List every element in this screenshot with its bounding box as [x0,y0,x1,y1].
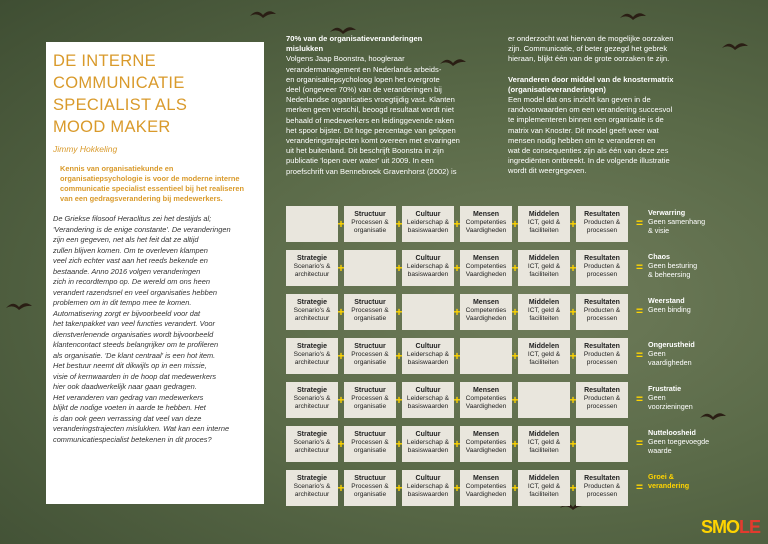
cell-line: Competenties [465,263,507,271]
plus-sign: + [337,481,345,495]
matrix-outcome [648,472,738,490]
plus-sign: + [337,261,345,275]
plus-sign: + [395,437,403,451]
cell-line: Vaardigheden [465,227,507,235]
outcome-line: Geen [648,393,666,402]
matrix-cell-empty [518,382,570,418]
cell-heading: Mensen [472,211,500,218]
cell-heading: Strategie [297,255,327,262]
bird-icon [250,8,276,22]
outcome-line: Geen besturing [648,261,698,270]
col1-line: publicatie 'lopen over water' uit 2009. In een [286,156,434,166]
cell-line: Vaardigheden [465,403,507,411]
col1-line: Nederlandse organisaties vroegtijdig vast. Klanten [286,95,455,105]
cell-heading: Mensen [472,475,500,482]
cell-line: basiswaarden [407,491,449,499]
cell-heading: Structuur [354,343,386,350]
matrix-cell-empty [576,426,628,462]
cell-line: Processen & [351,307,389,315]
outcome-title: Verwarring [648,208,686,217]
cell-line: ICT, geld & [527,263,561,271]
cell-line: Leiderschap & [406,263,450,271]
cell-line: Competenties [465,219,507,227]
plus-sign: + [569,261,577,275]
body-line: bestaande. Anno 2016 volgen veranderingen [53,266,201,276]
col1-line: uit het buitenland. Dit beschrijft Boonstra in zijn [286,146,444,156]
matrix-outcome [648,428,738,455]
cell-heading: Cultuur [415,343,441,350]
body-line: blijkt de nodige voeten in aarde te hebben. Het [53,403,206,412]
matrix-cell [576,206,628,242]
cell-heading: Resultaten [584,299,620,306]
cell-line: Processen & [351,439,389,447]
body-line: het takenpakket van veel functies verandert. Voor [53,319,216,328]
plus-sign: + [337,437,345,451]
cell-heading: Cultuur [415,387,441,394]
body-line: De Griekse filosoof Heraclitus zei het destijds al; [53,214,212,223]
outcome-line: vaardigheden [648,358,692,367]
plus-sign: + [569,481,577,495]
text-column-2 [508,34,730,177]
equals-sign: = [636,480,644,494]
matrix-cell [576,382,628,418]
plus-sign: + [511,393,519,407]
cell-line: faciliteiten [529,359,559,367]
cell-line: ICT, geld & [527,219,561,227]
outcome-title: Groei & [648,472,674,481]
cell-line: architectuur [294,403,330,411]
cell-heading: Cultuur [415,475,441,482]
outcome-title: Ongerustheid [648,340,695,349]
plus-sign: + [337,305,345,319]
equals-sign: = [636,304,644,318]
matrix-cell [402,382,454,418]
matrix-outcome [648,296,738,314]
matrix-row [286,338,746,374]
plus-sign: + [395,261,403,275]
col2-line: mensen nodig hebben om te veranderen en [508,135,656,145]
cell-line: Processen & [351,351,389,359]
title-line: SPECIALIST ALS [53,96,188,114]
plus-sign: + [569,305,577,319]
matrix-cell [460,250,512,286]
cell-line: faciliteiten [529,447,559,455]
col2-line: te implementeren binnen een organisatie is de [508,115,664,125]
outcome-line: verandering [648,481,690,490]
cell-line: Scenario's & [293,395,331,403]
col1-line: deel (ongeveer 70%) van de veranderingen bij [286,85,442,95]
body-line: visie of kernwaarden in de hoop dat medewerkers [53,371,217,381]
outcome-title: Nutteloosheid [648,428,696,437]
cell-line: architectuur [294,315,330,323]
matrix-cell [518,426,570,462]
cell-line: architectuur [294,447,330,455]
matrix-cell [460,382,512,418]
matrix-cell-empty [460,338,512,374]
cell-line: Competenties [465,307,507,315]
matrix-cell [286,382,338,418]
plus-sign: + [395,349,403,363]
cell-line: processen [586,271,618,279]
plus-sign: + [395,481,403,495]
matrix-cell [460,426,512,462]
cell-line: Processen & [351,483,389,491]
cell-line: Leiderschap & [406,219,450,227]
cell-heading: Structuur [354,299,386,306]
cell-line: Vaardigheden [465,447,507,455]
heading-line: (organisatieveranderingen) [508,84,606,94]
cell-line: Leiderschap & [406,351,450,359]
plus-sign: + [511,349,519,363]
title-line: COMMUNICATIE [53,74,185,92]
plus-sign: + [395,305,403,319]
plus-sign: + [337,349,345,363]
plus-sign: + [453,261,461,275]
outcome-line: voorzieningen [648,402,693,411]
plus-sign: + [453,481,461,495]
cell-heading: Resultaten [584,255,620,262]
article-intro-panel [46,42,264,504]
matrix-outcome [648,252,738,279]
cell-heading: Mensen [472,431,500,438]
cell-line: faciliteiten [529,271,559,279]
logo-part-b: LE [738,517,760,537]
cell-line: Producten & [583,483,621,491]
outcome-line: Geen binding [648,305,691,314]
cell-line: Vaardigheden [465,491,507,499]
body-line: problemen om in dit tempo mee te komen. [53,298,192,307]
matrix-row [286,250,746,286]
col1-line: veranderingstrajecten komt overeen met ervaringen [286,136,460,146]
col2-line: wordt dit weergegeven. [508,166,587,176]
cell-line: Vaardigheden [465,315,507,323]
cell-heading: Resultaten [584,343,620,350]
matrix-cell [460,206,512,242]
matrix-cell [402,426,454,462]
matrix-row [286,206,746,242]
bird-icon [6,300,32,314]
cell-line: faciliteiten [529,315,559,323]
outcome-title: Frustratie [648,384,682,393]
matrix-cell [402,250,454,286]
section-heading [286,34,494,54]
cell-line: organisatie [353,359,387,367]
outcome-line: & beheersing [648,270,691,279]
cell-line: Leiderschap & [406,483,450,491]
cell-line: Producten & [583,395,621,403]
matrix-cell [344,338,396,374]
plus-sign: + [569,217,577,231]
col1-line: merken geen verschil, beoogd resultaat wordt niet [286,105,455,115]
equals-sign: = [636,436,644,450]
matrix-cell-empty [286,206,338,242]
cell-heading: Cultuur [415,211,441,218]
col1-line: het spoor bijster. Dit hoge percentage van gelopen [286,125,456,135]
cell-line: processen [586,491,618,499]
body-line: verandert razendsnel en veel organisaties hebben [53,287,217,297]
cell-heading: Structuur [354,211,386,218]
plus-sign: + [453,349,461,363]
publisher-logo [701,517,760,538]
outcome-title: Weerstand [648,296,685,305]
cell-heading: Strategie [297,475,327,482]
plus-sign: + [511,217,519,231]
col2-line: er onderzocht wat hiervan de mogelijke oorzaken [508,34,674,43]
intro-paragraph: Kennis van organisatiekunde en organisatiepsychologie is voor de moderne interne communicatie specialist essentieel bij het realiseren van een gedragsverandering bij medewerkers. [60,164,245,203]
matrix-cell [344,426,396,462]
equals-sign: = [636,348,644,362]
body-line: als organisatie. 'De klant centraal' is een hot item. [53,350,216,360]
plus-sign: + [569,437,577,451]
cell-line: basiswaarden [407,227,449,235]
cell-line: ICT, geld & [527,307,561,315]
cell-line: Processen & [351,395,389,403]
cell-heading: Structuur [354,431,386,438]
plus-sign: + [453,437,461,451]
cell-line: Scenario's & [293,483,331,491]
cell-heading: Cultuur [415,431,441,438]
body-line: zullen blijven komen. Om te overleven klampen [53,245,208,255]
matrix-cell-empty [344,250,396,286]
col1-line: proefschrift van Bennebroek Gravenhorst (2002) is [286,166,457,176]
bird-icon [620,10,646,24]
author-name: Jimmy Hokkeling [53,144,118,154]
cell-heading: Middelen [528,255,560,262]
equals-sign: = [636,216,644,230]
cell-heading: Mensen [472,387,500,394]
outcome-line: Geen [648,349,666,358]
cell-heading: Structuur [354,387,386,394]
cell-line: basiswaarden [407,447,449,455]
col2-line: zijn. Communicatie, of beter gezegd het gebrek [508,44,668,54]
cell-heading: Structuur [354,475,386,482]
article-title [53,50,257,138]
col1-line: verandermanagement en Nederlands arbeids- [286,64,442,74]
matrix-cell [286,294,338,330]
matrix-cell [402,470,454,506]
body-line: communicatiespecialist betekenen in dit proces? [53,434,212,444]
cell-heading: Middelen [528,431,560,438]
cell-heading: Cultuur [415,255,441,262]
cell-heading: Resultaten [584,211,620,218]
title-line: MOOD MAKER [53,118,171,136]
outcome-line: waarde [648,446,672,455]
matrix-cell [286,426,338,462]
outcome-title: Chaos [648,252,670,261]
matrix-cell [286,470,338,506]
outcome-line: Geen samenhang [648,217,706,226]
matrix-cell [344,294,396,330]
matrix-cell [402,206,454,242]
matrix-row [286,294,746,330]
equals-sign: = [636,392,644,406]
cell-line: Competenties [465,395,507,403]
cell-heading: Strategie [297,343,327,350]
plus-sign: + [337,393,345,407]
col2-line: hieraan, blijkt één van de grote oorzaken te zijn. [508,54,670,64]
matrix-cell [344,206,396,242]
matrix-cell [576,294,628,330]
cell-line: Leiderschap & [406,395,450,403]
body-line: Het bestuur neemt dit dikwijls op in een missie, [53,361,207,370]
cell-heading: Middelen [528,299,560,306]
cell-line: Competenties [465,439,507,447]
cell-line: organisatie [353,227,387,235]
plus-sign: + [569,393,577,407]
col1-line: behaald of medewerkers en leidinggevende raken [286,115,455,125]
matrix-cell [576,338,628,374]
heading-line: mislukken [286,44,324,54]
section-heading [508,75,730,95]
body-line: zijn een gegeven, net als het feit dat ze altijd [53,235,199,244]
cell-line: basiswaarden [407,359,449,367]
matrix-cell [402,338,454,374]
col1-line: en organisatiepsycholoog lopen het overgrote [286,74,440,84]
cell-line: Competenties [465,483,507,491]
cell-line: organisatie [353,315,387,323]
matrix-cell [518,250,570,286]
cell-line: Producten & [583,263,621,271]
matrix-cell [460,470,512,506]
cell-line: processen [586,315,618,323]
body-paragraph [53,214,257,445]
equals-sign: = [636,260,644,274]
cell-line: Scenario's & [293,351,331,359]
cell-line: architectuur [294,491,330,499]
cell-heading: Resultaten [584,387,620,394]
plus-sign: + [511,261,519,275]
cell-heading: Middelen [528,211,560,218]
cell-heading: Strategie [297,299,327,306]
cell-heading: Strategie [297,387,327,394]
cell-line: Vaardigheden [465,271,507,279]
matrix-outcome [648,208,738,235]
col2-line: randvoorwaarden om een verandering succesvol [508,105,673,115]
heading-line: Veranderen door middel van de knostermatrix [508,74,674,84]
matrix-row [286,382,746,418]
cell-heading: Strategie [297,431,327,438]
cell-line: processen [586,359,618,367]
plus-sign: + [511,305,519,319]
col2-line: wat de consequenties zijn als één van deze zes [508,146,669,156]
body-line: Automatisering zorgt er bijvoorbeeld voor dat [53,308,201,318]
body-line: 'Verandering is de enige constante'. De veranderingen [53,224,231,234]
cell-line: Scenario's & [293,263,331,271]
cell-heading: Resultaten [584,475,620,482]
plus-sign: + [453,393,461,407]
matrix-cell [518,294,570,330]
body-line: zich in recordtempo op. De wereld om ons heen [53,277,210,286]
cell-line: faciliteiten [529,491,559,499]
cell-line: Scenario's & [293,307,331,315]
body-line: is dan ook geen verrassing dat veel van deze [53,413,202,423]
body-line: Het veranderen van gedrag van medewerkers [53,392,204,402]
body-line: veranderingstrajecten mislukken. Wat kan een interne [53,424,230,433]
plus-sign: + [395,217,403,231]
matrix-cell [576,250,628,286]
cell-line: organisatie [353,491,387,499]
matrix-cell [518,338,570,374]
cell-line: ICT, geld & [527,439,561,447]
plus-sign: + [337,217,345,231]
matrix-cell [518,470,570,506]
body-line: hier ook daadwerkelijk naar gaan gedragen. [53,382,197,391]
plus-sign: + [395,393,403,407]
cell-line: architectuur [294,359,330,367]
col2-line: matrix van Knoster. Dit model geeft weer wat [508,125,659,135]
matrix-cell [286,250,338,286]
cell-line: Processen & [351,219,389,227]
matrix-cell [576,470,628,506]
cell-line: organisatie [353,403,387,411]
cell-heading: Middelen [528,475,560,482]
matrix-row [286,470,746,506]
plus-sign: + [453,305,461,319]
cell-line: processen [586,403,618,411]
cell-line: basiswaarden [407,271,449,279]
body-line: veel zich echter vast aan het reeds bekende en [53,256,208,265]
matrix-row [286,426,746,462]
outcome-line: & visie [648,226,670,235]
cell-line: Leiderschap & [406,439,450,447]
matrix-cell-empty [402,294,454,330]
cell-line: architectuur [294,271,330,279]
cell-line: faciliteiten [529,227,559,235]
col1-line: Volgens Jaap Boonstra, hoogleraar [286,54,405,64]
plus-sign: + [569,349,577,363]
col2-line: ingrediënten ontbreekt. In de volgende illustratie [508,156,670,166]
cell-line: Producten & [583,307,621,315]
cell-line: ICT, geld & [527,483,561,491]
matrix-cell [460,294,512,330]
matrix-cell [518,206,570,242]
cell-heading: Middelen [528,343,560,350]
title-line: DE INTERNE [53,52,156,70]
outcome-line: Geen toegevoegde [648,437,710,446]
body-line: dienstverlenende organisaties wordt bijvoorbeeld [53,329,214,339]
cell-heading: Mensen [472,299,500,306]
cell-line: Producten & [583,219,621,227]
cell-line: basiswaarden [407,403,449,411]
plus-sign: + [511,481,519,495]
body-line: klantencontact steeds belangrijker om te profileren [53,340,219,349]
cell-line: ICT, geld & [527,351,561,359]
cell-line: Producten & [583,351,621,359]
matrix-cell [344,470,396,506]
col2-line: Een model dat ons inzicht kan geven in de [508,95,651,105]
cell-line: Scenario's & [293,439,331,447]
heading-line: 70% van de organisatieveranderingen [286,34,423,43]
logo-part-a: SMO [700,517,739,537]
cell-line: organisatie [353,447,387,455]
plus-sign: + [511,437,519,451]
matrix-cell [344,382,396,418]
cell-heading: Mensen [472,255,500,262]
matrix-outcome [648,340,738,367]
text-column-1 [286,34,494,177]
cell-line: processen [586,227,618,235]
plus-sign: + [453,217,461,231]
matrix-cell [286,338,338,374]
matrix-outcome [648,384,738,411]
